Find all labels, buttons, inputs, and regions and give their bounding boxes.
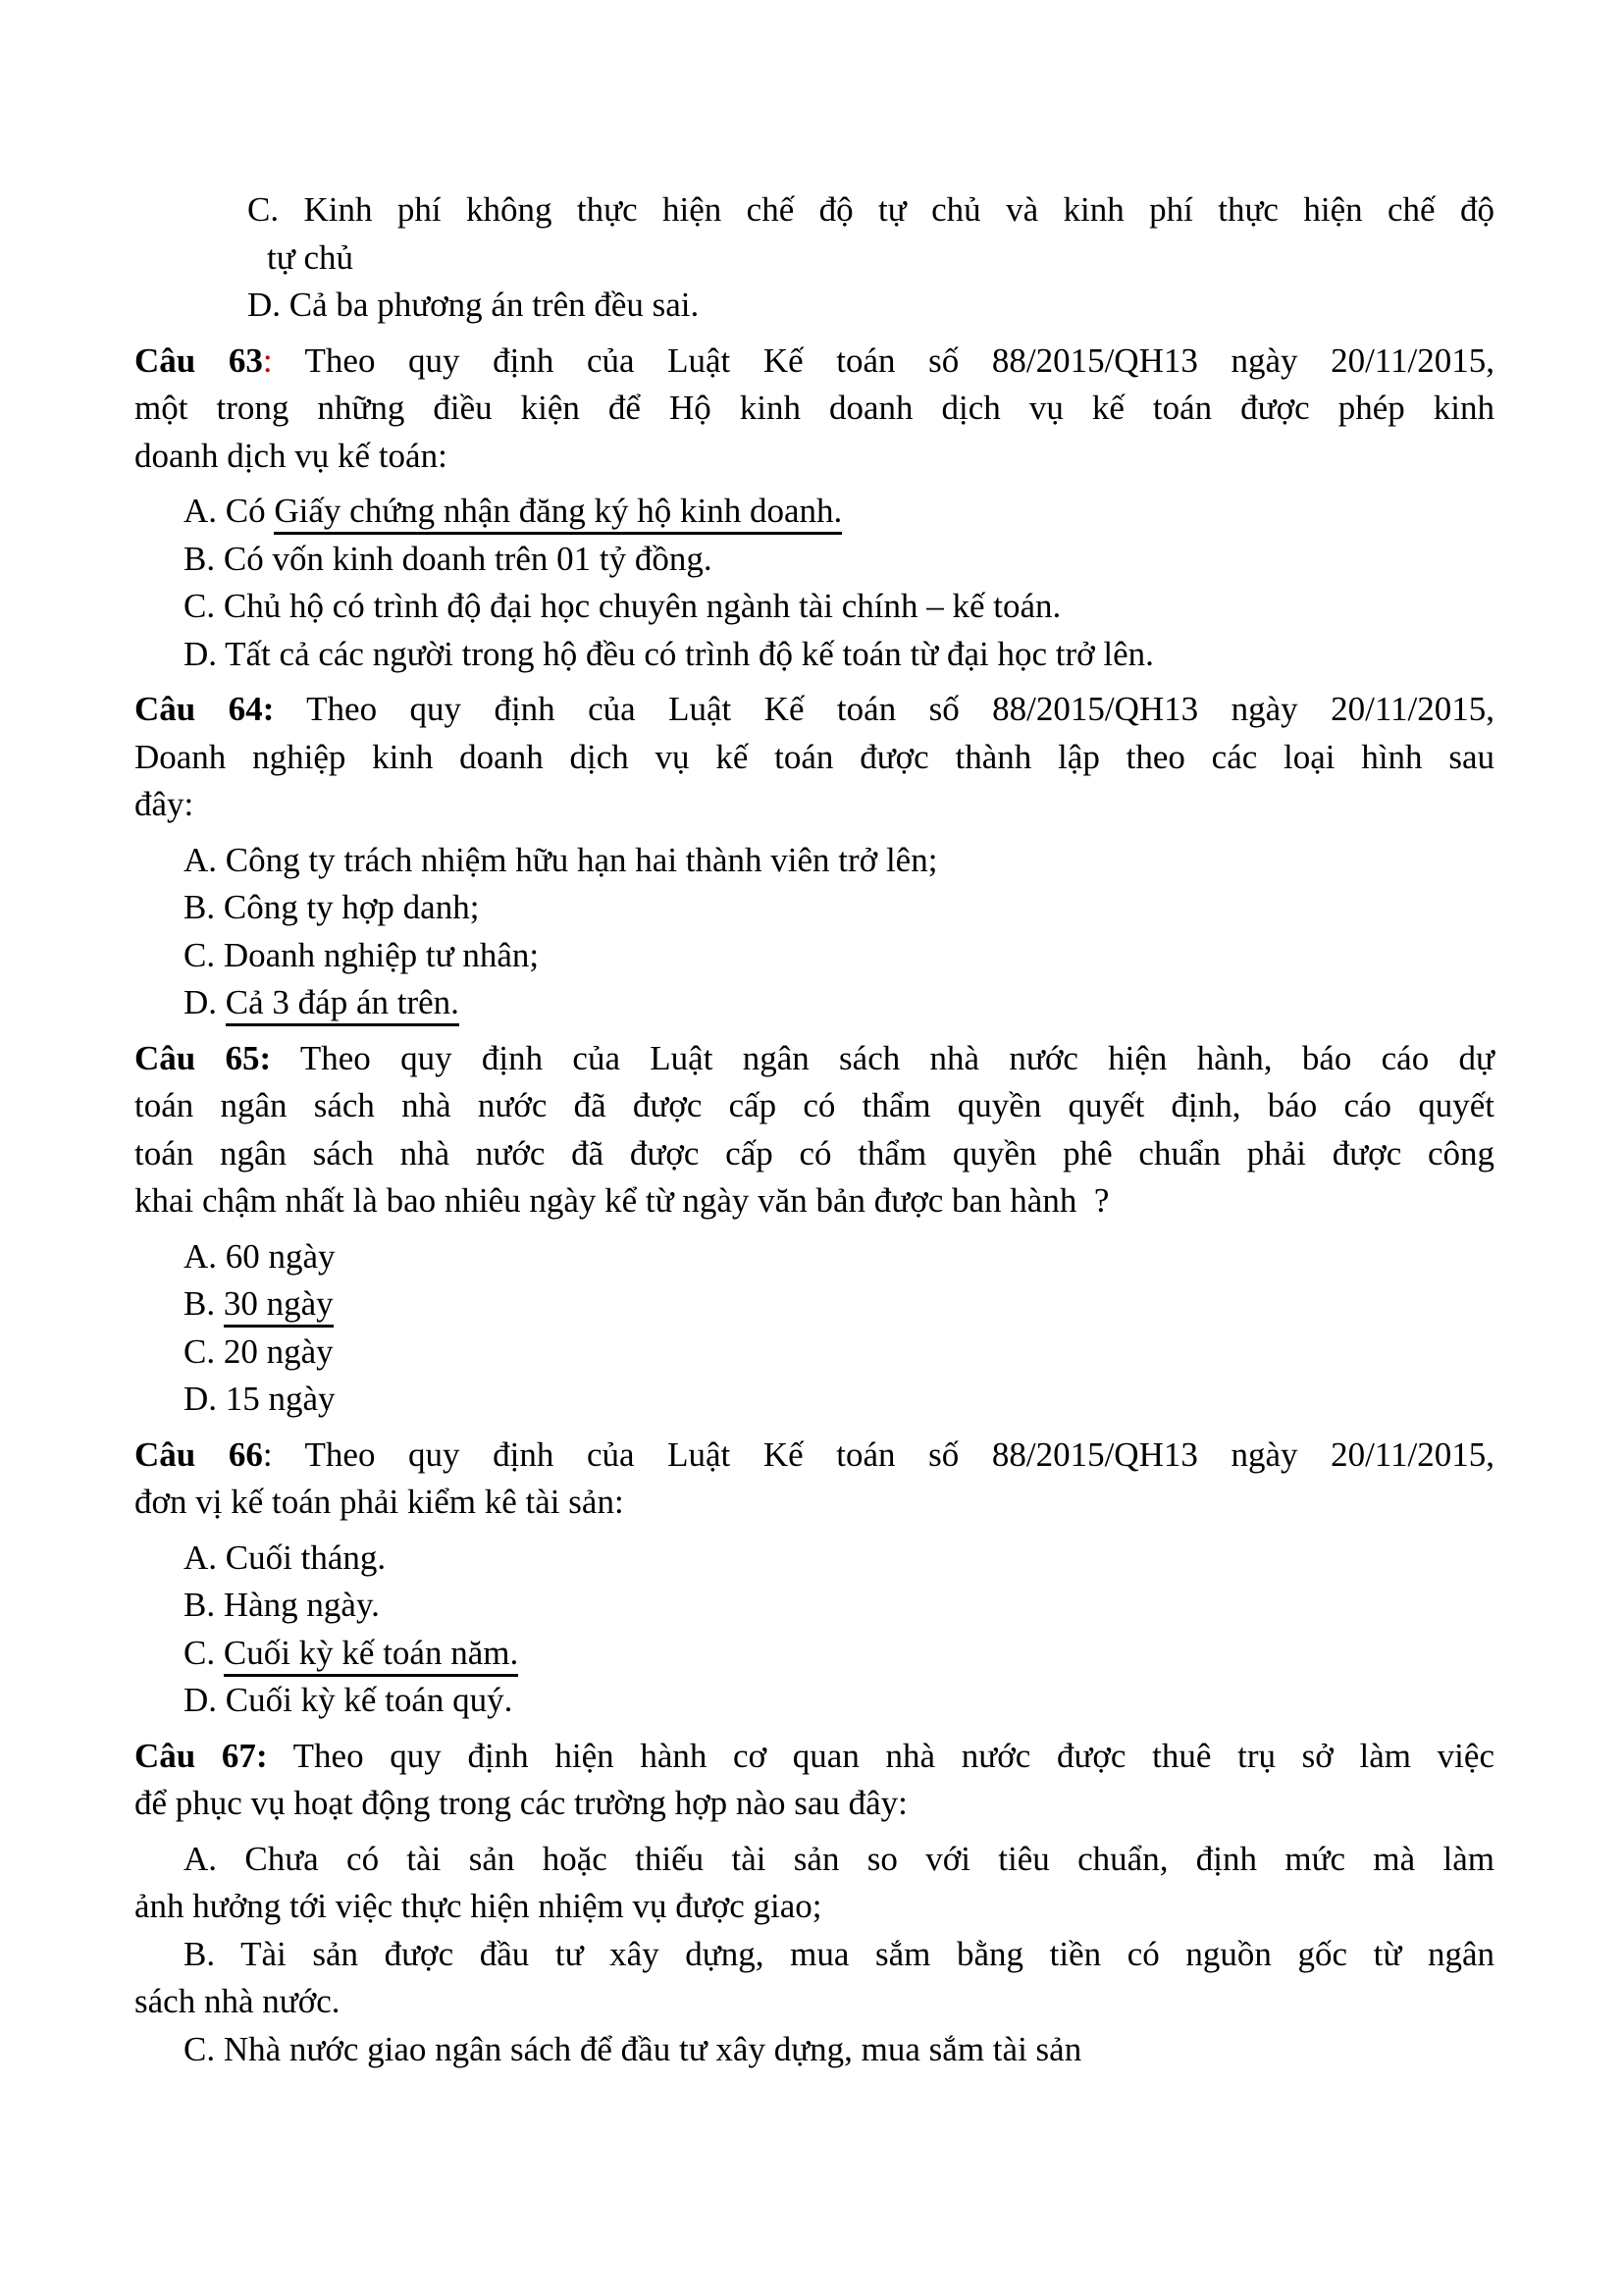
q66-heading-line1 <box>134 1432 1494 1480</box>
q67-option-a-line1: A. Chưa có tài sản hoặc thiếu tài sản so với tiêu chuẩn, định mức mà làm <box>183 1839 1494 1878</box>
q66-intro-line2: đơn vị kế toán phải kiểm kê tài sản: <box>134 1483 624 1521</box>
q64-option-c: C. Doanh nghiệp tư nhân; <box>183 935 540 974</box>
q64-number <box>134 690 274 728</box>
q66-intro-line1: Theo quy định của Luật Kế toán số 88/2015/QH13 ngày 20/11/2015, <box>304 1434 1494 1474</box>
q64-option-d <box>134 979 1494 1027</box>
q63-option-a-prefix: A. Có <box>183 492 275 530</box>
q63-number-text: Câu 63 <box>134 340 263 380</box>
q64-number-text: Câu 64 <box>134 690 263 728</box>
q67-option-c: C. Nhà nước giao ngân sách để đầu tư xây dựng, mua sắm tài sản <box>183 2029 1082 2068</box>
q63-heading-line1 <box>134 338 1494 386</box>
q65-colon: : <box>259 1038 272 1077</box>
q67-option-a-line2: ảnh hưởng tới việc thực hiện nhiệm vụ được giao; <box>134 1887 822 1925</box>
carryover-option-c-line1: C. Kinh phí không thực hiện chế độ tự chủ và kinh phí thực hiện chế độ <box>247 190 1494 229</box>
q63-option-b: B. Có vốn kinh doanh trên 01 tỷ đồng. <box>183 539 712 578</box>
q66-option-c-underlined: Cuối kỳ kế toán năm. <box>224 1634 518 1677</box>
q64-option-d-prefix: D. <box>183 983 226 1021</box>
q64-intro-line1: Theo quy định của Luật Kế toán số 88/2015/QH13 ngày 20/11/2015, <box>306 690 1494 728</box>
q65-intro-line3: toán ngân sách nhà nước đã được cấp có thẩm quyền phê chuẩn phải được công <box>134 1133 1494 1173</box>
q64-option-a: A. Công ty trách nhiệm hữu hạn hai thành viên trở lên; <box>183 840 938 879</box>
q67-colon: : <box>255 1736 268 1775</box>
q65-option-b-prefix: B. <box>183 1284 224 1323</box>
carryover-option-d: D. Cả ba phương án trên đều sai. <box>247 286 700 324</box>
q65-option-c: C. 20 ngày <box>183 1331 334 1371</box>
q64-option-d-underlined: Cả 3 đáp án trên. <box>226 983 459 1026</box>
q67-option-b-line1: B. Tài sản được đầu tư xây dựng, mua sắm bằng tiền có nguồn gốc từ ngân <box>183 1934 1494 1973</box>
q66-number-text: Câu 66 <box>134 1434 263 1474</box>
q66-option-b: B. Hàng ngày. <box>183 1586 380 1624</box>
q67-intro-line1: Theo quy định hiện hành cơ quan nhà nước được thuê trụ sở làm việc <box>292 1736 1494 1775</box>
q64-colon: : <box>262 690 275 728</box>
q63-option-a <box>134 488 1494 536</box>
q65-option-b <box>134 1280 1494 1329</box>
q63-option-d: D. Tất cả các người trong hộ đều có trình độ kế toán từ đại học trở lên. <box>183 634 1154 673</box>
q64-option-b: B. Công ty hợp danh; <box>183 888 480 926</box>
q63-option-c: C. Chủ hộ có trình độ đại học chuyên ngành tài chính – kế toán. <box>183 587 1062 625</box>
q65-number-text: Câu 65 <box>134 1038 260 1077</box>
q65-heading-line1 <box>134 1035 1494 1083</box>
q67-number-text: Câu 67 <box>134 1736 256 1775</box>
q67-number <box>134 1737 268 1775</box>
q65-number <box>134 1039 271 1077</box>
q63-option-a-underlined: Giấy chứng nhận đăng ký hộ kinh doanh. <box>274 492 842 535</box>
q66-number <box>134 1435 263 1474</box>
q66-option-a: A. Cuối tháng. <box>183 1538 387 1577</box>
document-page <box>134 0 1494 2073</box>
q66-colon: : <box>262 1434 273 1474</box>
q63-number <box>134 341 263 380</box>
q66-option-c-prefix: C. <box>183 1633 224 1672</box>
q64-intro-line3: đây: <box>134 785 194 823</box>
q63-intro-line2: một trong những điều kiện để Hộ kinh doanh dịch vụ kế toán được phép kinh <box>134 389 1494 427</box>
q65-option-b-underlined: 30 ngày <box>224 1284 334 1328</box>
q65-intro-line1: Theo quy định của Luật ngân sách nhà nước hiện hành, báo cáo dự <box>299 1038 1494 1077</box>
q65-option-a: A. 60 ngày <box>183 1236 336 1276</box>
q66-option-c <box>134 1630 1494 1678</box>
carryover-option-c-line2: tự chủ <box>267 237 353 277</box>
q66-option-d: D. Cuối kỳ kế toán quý. <box>183 1681 513 1719</box>
q67-intro-line2: để phục vụ hoạt động trong các trường hợp nào sau đây: <box>134 1784 908 1822</box>
q63-colon: : <box>262 340 273 380</box>
q64-heading-line1 <box>134 686 1494 734</box>
q64-intro-line2: Doanh nghiệp kinh doanh dịch vụ kế toán được thành lập theo các loại hình sau <box>134 737 1494 776</box>
q67-heading-line1 <box>134 1733 1494 1781</box>
q67-option-b-line2: sách nhà nước. <box>134 1982 341 2020</box>
q63-intro-line1: Theo quy định của Luật Kế toán số 88/2015/QH13 ngày 20/11/2015, <box>304 340 1494 380</box>
q65-option-d: D. 15 ngày <box>183 1380 336 1418</box>
q65-intro-line2: toán ngân sách nhà nước đã được cấp có thẩm quyền quyết định, báo cáo quyết <box>134 1086 1494 1124</box>
q63-intro-line3: doanh dịch vụ kế toán: <box>134 436 447 475</box>
q65-intro-line4: khai chậm nhất là bao nhiêu ngày kể từ ngày văn bản được ban hành ? <box>134 1181 1110 1220</box>
